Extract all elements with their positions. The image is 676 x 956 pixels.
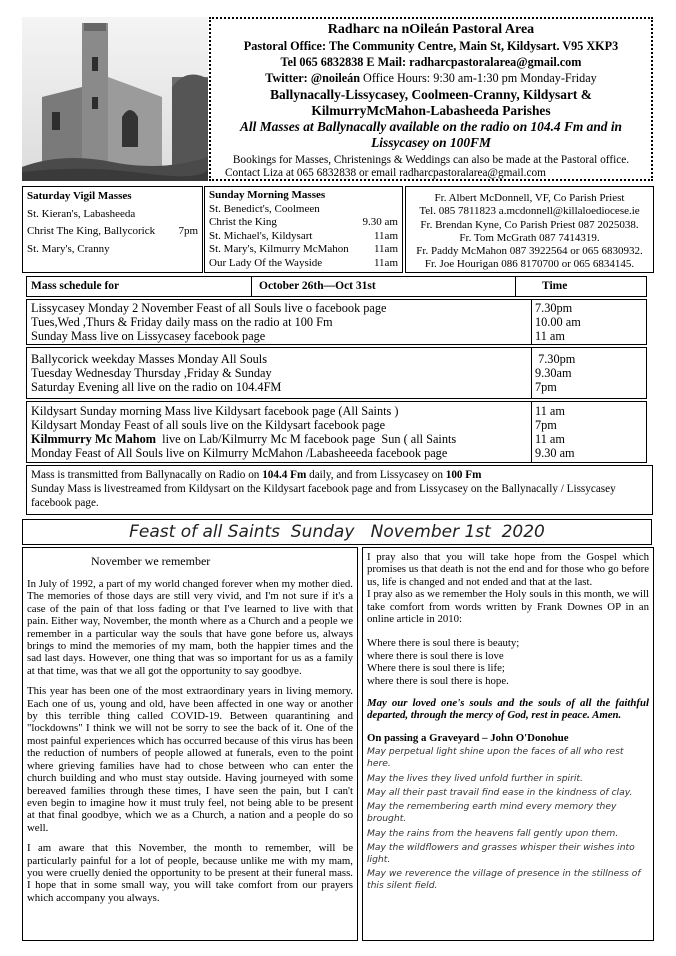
priest-line: Fr. Albert McDonnell, VF, Co Parish Priest bbox=[434, 192, 625, 204]
schedule-row-time: 7.30pm bbox=[535, 352, 576, 366]
mass-time: 9.30 am bbox=[362, 216, 398, 228]
soul-line: where there is soul there is love bbox=[367, 649, 504, 662]
mass-time: 11am bbox=[373, 256, 398, 269]
schedule-label: Mass schedule for bbox=[31, 280, 120, 292]
priest-line: Fr. Paddy McMahon 087 3922564 or 065 6830932. bbox=[416, 245, 643, 258]
schedule-row-text: Sunday Mass live on Lissycasey facebook page bbox=[31, 329, 266, 343]
twitter-handle: Twitter: @noileán bbox=[265, 71, 360, 85]
sunday-item bbox=[209, 230, 398, 244]
schedule-row-text: Lissycasey Monday 2 November Feast of all Souls live o facebook page bbox=[31, 301, 387, 315]
bookings-line-2: Contact Liza at 065 6832838 or email radharcpastoralarea@gmail.com bbox=[225, 167, 546, 179]
schedule-row-text: Tuesday Wednesday Thursday ,Friday & Sunday bbox=[31, 366, 272, 380]
schedule-row-text: Monday Feast of All Souls live on Kilmurry McMahon /Labasheeeda facebook page bbox=[31, 446, 448, 460]
parishes-line-1: Ballynacally-Lissycasey, Coolmeen-Cranny, Kildysart & bbox=[270, 87, 592, 102]
mass-place: St. Mary's, Kilmurry McMahon bbox=[209, 243, 349, 255]
schedule-row-text: Kildysart Sunday morning Mass live Kildysart facebook page (All Saints ) bbox=[31, 404, 399, 418]
mass-place: St. Benedict's, Coolmeen bbox=[209, 202, 320, 215]
parishes-line-2: KilmurryMcMahon-Labasheeda Parishes bbox=[311, 103, 551, 118]
poem-line: May the lives they lived unfold further in spirit. bbox=[367, 772, 583, 784]
saturday-vigil-box bbox=[22, 186, 203, 273]
contact-line: Tel 065 6832838 E Mail: radharcpastoralarea@gmail.com bbox=[280, 55, 582, 69]
poem-line: May all their past travail find ease in the kindness of clay. bbox=[367, 786, 633, 798]
saturday-heading: Saturday Vigil Masses bbox=[27, 190, 132, 202]
article-paragraph: I pray also as we remember the Holy souls in this month, we will take comfort from words written by Frank Downes OP in an online article in 2010: bbox=[367, 588, 649, 626]
rest-in-peace-prayer: May our loved one's souls and the souls of all the faithful departed, through the mercy of God, rest in peace. Amen. bbox=[367, 697, 649, 722]
schedule-row-rest: live on Lab/Kilmurry Mc M facebook page Sun ( all Saints bbox=[156, 432, 457, 446]
mass-time: 11am bbox=[373, 229, 398, 242]
article-paragraph: This year has been one of the most extraordinary years in living memory. Each one of us, young and old, have been affected in one way or another by this terrible thing called COVID-19. Between quarantining and "lockdowns" I think we will not be sorry to see the back of it. One of the most painful experiences which has occurred because of this virus has been the reduction of numbers of people allowed at funerals, even to the point where grieving families have had to chose between who can enter the church building and who must stay outside. Having journeyed with some bereaved families through these times, I have seen the pain, but I can't even begin to imagine how it must truly feel, not being able to be present at that final goodbye, which we as a Church, a nation and a people do so well. bbox=[27, 685, 353, 834]
radio-frequency: 100 Fm bbox=[445, 469, 482, 481]
priest-line: Fr. Tom McGrath 087 7414319. bbox=[459, 231, 600, 244]
schedule-header bbox=[26, 276, 647, 297]
radio-line-1: All Masses at Ballynacally available on the radio on 104.4 Fm and in bbox=[239, 119, 623, 134]
article-paragraph: I pray also that you will take hope from the Gospel which promises us that death is not the end and for those who go before us, life is changed and not ended and that at the last. bbox=[367, 551, 649, 588]
schedule-row-time: 11 am bbox=[535, 329, 565, 343]
schedule-row-text: Ballycorick weekday Masses Monday All Souls bbox=[31, 352, 268, 366]
right-article bbox=[367, 551, 649, 744]
schedule-group-kildysart-kilmurry bbox=[26, 401, 647, 463]
article-paragraph: I am aware that this November, the month to remember, will be particularly painful for a lot of people, because unlike me with my mam, you were cruelly denied the opportunity to be present at their funeral mass. I hope that in some small way, you will take comfort from our prayers which accompany you always. bbox=[27, 842, 353, 904]
schedule-row-time: 7pm bbox=[535, 418, 557, 432]
mass-place: Christ The King, Ballycorick bbox=[27, 225, 156, 237]
bookings-line-1: Bookings for Masses, Christenings & Weddings can also be made at the Pastoral office. bbox=[232, 154, 630, 166]
saturday-item bbox=[27, 208, 198, 222]
schedule-dates: October 26th—Oct 31st bbox=[259, 280, 376, 292]
poem-text bbox=[367, 746, 649, 892]
schedule-row-time: 9.30 am bbox=[535, 446, 575, 460]
saturday-item bbox=[27, 225, 198, 239]
mass-place: St. Michael's, Kildysart bbox=[209, 229, 313, 242]
pastoral-area-title: Radharc na nOileán Pastoral Area bbox=[327, 22, 535, 37]
sunday-morning-box bbox=[204, 186, 403, 273]
right-column-box bbox=[362, 547, 654, 941]
mass-place: St. Kieran's, Labasheeda bbox=[27, 207, 136, 220]
soul-line: Where there is soul there is life; bbox=[367, 662, 505, 675]
mass-time: 11am bbox=[373, 243, 398, 255]
header-box bbox=[209, 17, 653, 181]
poem-line: May we reverence the village of presence in the stillness of this silent field. bbox=[367, 868, 641, 892]
priests-box bbox=[405, 186, 654, 273]
schedule-group-ballycorick bbox=[26, 347, 647, 399]
schedule-group-lissycasey bbox=[26, 299, 647, 345]
schedule-row-time: 9.30am bbox=[535, 366, 572, 380]
mass-place: Our Lady Of the Wayside bbox=[209, 256, 323, 269]
transmission-line bbox=[31, 469, 648, 483]
sunday-item bbox=[209, 203, 398, 217]
pastoral-office-address: Pastoral Office: The Community Centre, Main St, Kildysart. V95 XKP3 bbox=[243, 39, 619, 53]
november-heading: November we remember bbox=[91, 554, 211, 568]
schedule-row-text: Saturday Evening all live on the radio on 104.4FM bbox=[31, 380, 282, 394]
schedule-row-time: 11 am bbox=[535, 432, 565, 446]
article-paragraph: In July of 1992, a part of my world changed forever when my mother died. The memories of those days are still very vivid, and I'm not sure if it's a case of the pain of that loss fading or that I've learned to live with that pain. Either way, November, the month where as a Church and a people we remember in a particular way the souls that have gone before us, always brings to mind the memories of my mam, both the happier times and the sad last days. However, one thing that was so important for us as a family at that time, was that we all got the opportunity to say goodbye. bbox=[27, 578, 353, 677]
schedule-row-text: Tues,Wed ,Thurs & Friday daily mass on the radio at 100 Fm bbox=[31, 315, 333, 329]
priest-line: Fr. Joe Hourigan 086 8170700 or 065 6834145. bbox=[424, 258, 635, 271]
feast-banner: Feast of all Saints Sunday November 1st 2020 bbox=[22, 519, 652, 545]
sunday-item bbox=[209, 257, 398, 271]
radio-frequency: 104.4 Fm bbox=[262, 469, 307, 481]
radio-line-2: Lissycasey on 100FM bbox=[371, 135, 491, 150]
poem-title: On passing a Graveyard – John O'Donohue bbox=[367, 731, 569, 744]
poem-line: May the remembering earth mind every memory they brought. bbox=[367, 801, 617, 825]
mass-time: 7pm bbox=[178, 225, 198, 237]
twitter-hours-line bbox=[211, 71, 651, 86]
kilmurry-bold-name: Kilmmurry Mc Mahom bbox=[31, 432, 156, 446]
schedule-row-time: 7.30pm bbox=[535, 301, 573, 315]
priest-line: Tel. 085 7811823 a.mcdonnell@killaloediocese.ie bbox=[419, 205, 640, 218]
mass-place: Christ the King bbox=[209, 216, 277, 228]
left-article bbox=[27, 578, 353, 904]
poem-line: May the wildflowers and grasses whisper their wishes into light. bbox=[367, 841, 635, 865]
mass-place: St. Mary's, Cranny bbox=[27, 242, 110, 255]
transmission-text: daily, and from Lissycasey on bbox=[306, 469, 446, 481]
time-header: Time bbox=[542, 280, 568, 292]
schedule-row-time: 11 am bbox=[535, 404, 565, 418]
schedule-row-time: 10.00 am bbox=[535, 315, 581, 329]
saturday-item bbox=[27, 243, 198, 257]
office-hours: Office Hours: 9:30 am-1:30 pm Monday-Friday bbox=[363, 71, 597, 85]
livestream-text: Sunday Mass is livestreamed from Kildysart on the Kildysart facebook page and from Lissycasey on the Ballynacally / Lissycasey facebook page. bbox=[31, 482, 616, 509]
schedule-row-text: Kildysart Monday Feast of all souls live on the Kildysart facebook page bbox=[31, 418, 386, 432]
schedule-row-time: 7pm bbox=[535, 380, 557, 394]
poem-line: May the rains from the heavens fall gently upon them. bbox=[367, 827, 619, 839]
sunday-item bbox=[209, 243, 398, 257]
priest-line: Fr. Brendan Kyne, Co Parish Priest 087 2025038. bbox=[420, 218, 639, 231]
sunday-heading: Sunday Morning Masses bbox=[209, 189, 326, 201]
soul-line: Where there is soul there is beauty; bbox=[367, 637, 520, 650]
poem-line: May perpetual light shine upon the faces of all who rest here. bbox=[367, 746, 624, 770]
soul-line: where there is soul there is hope. bbox=[367, 674, 509, 687]
sunday-item bbox=[209, 216, 398, 230]
schedule-row-text bbox=[31, 433, 456, 447]
transmission-box bbox=[26, 465, 653, 515]
transmission-text: Mass is transmitted from Ballynacally on Radio on bbox=[31, 469, 263, 481]
church-ruin-photo bbox=[22, 17, 208, 181]
left-column-box bbox=[22, 547, 358, 941]
